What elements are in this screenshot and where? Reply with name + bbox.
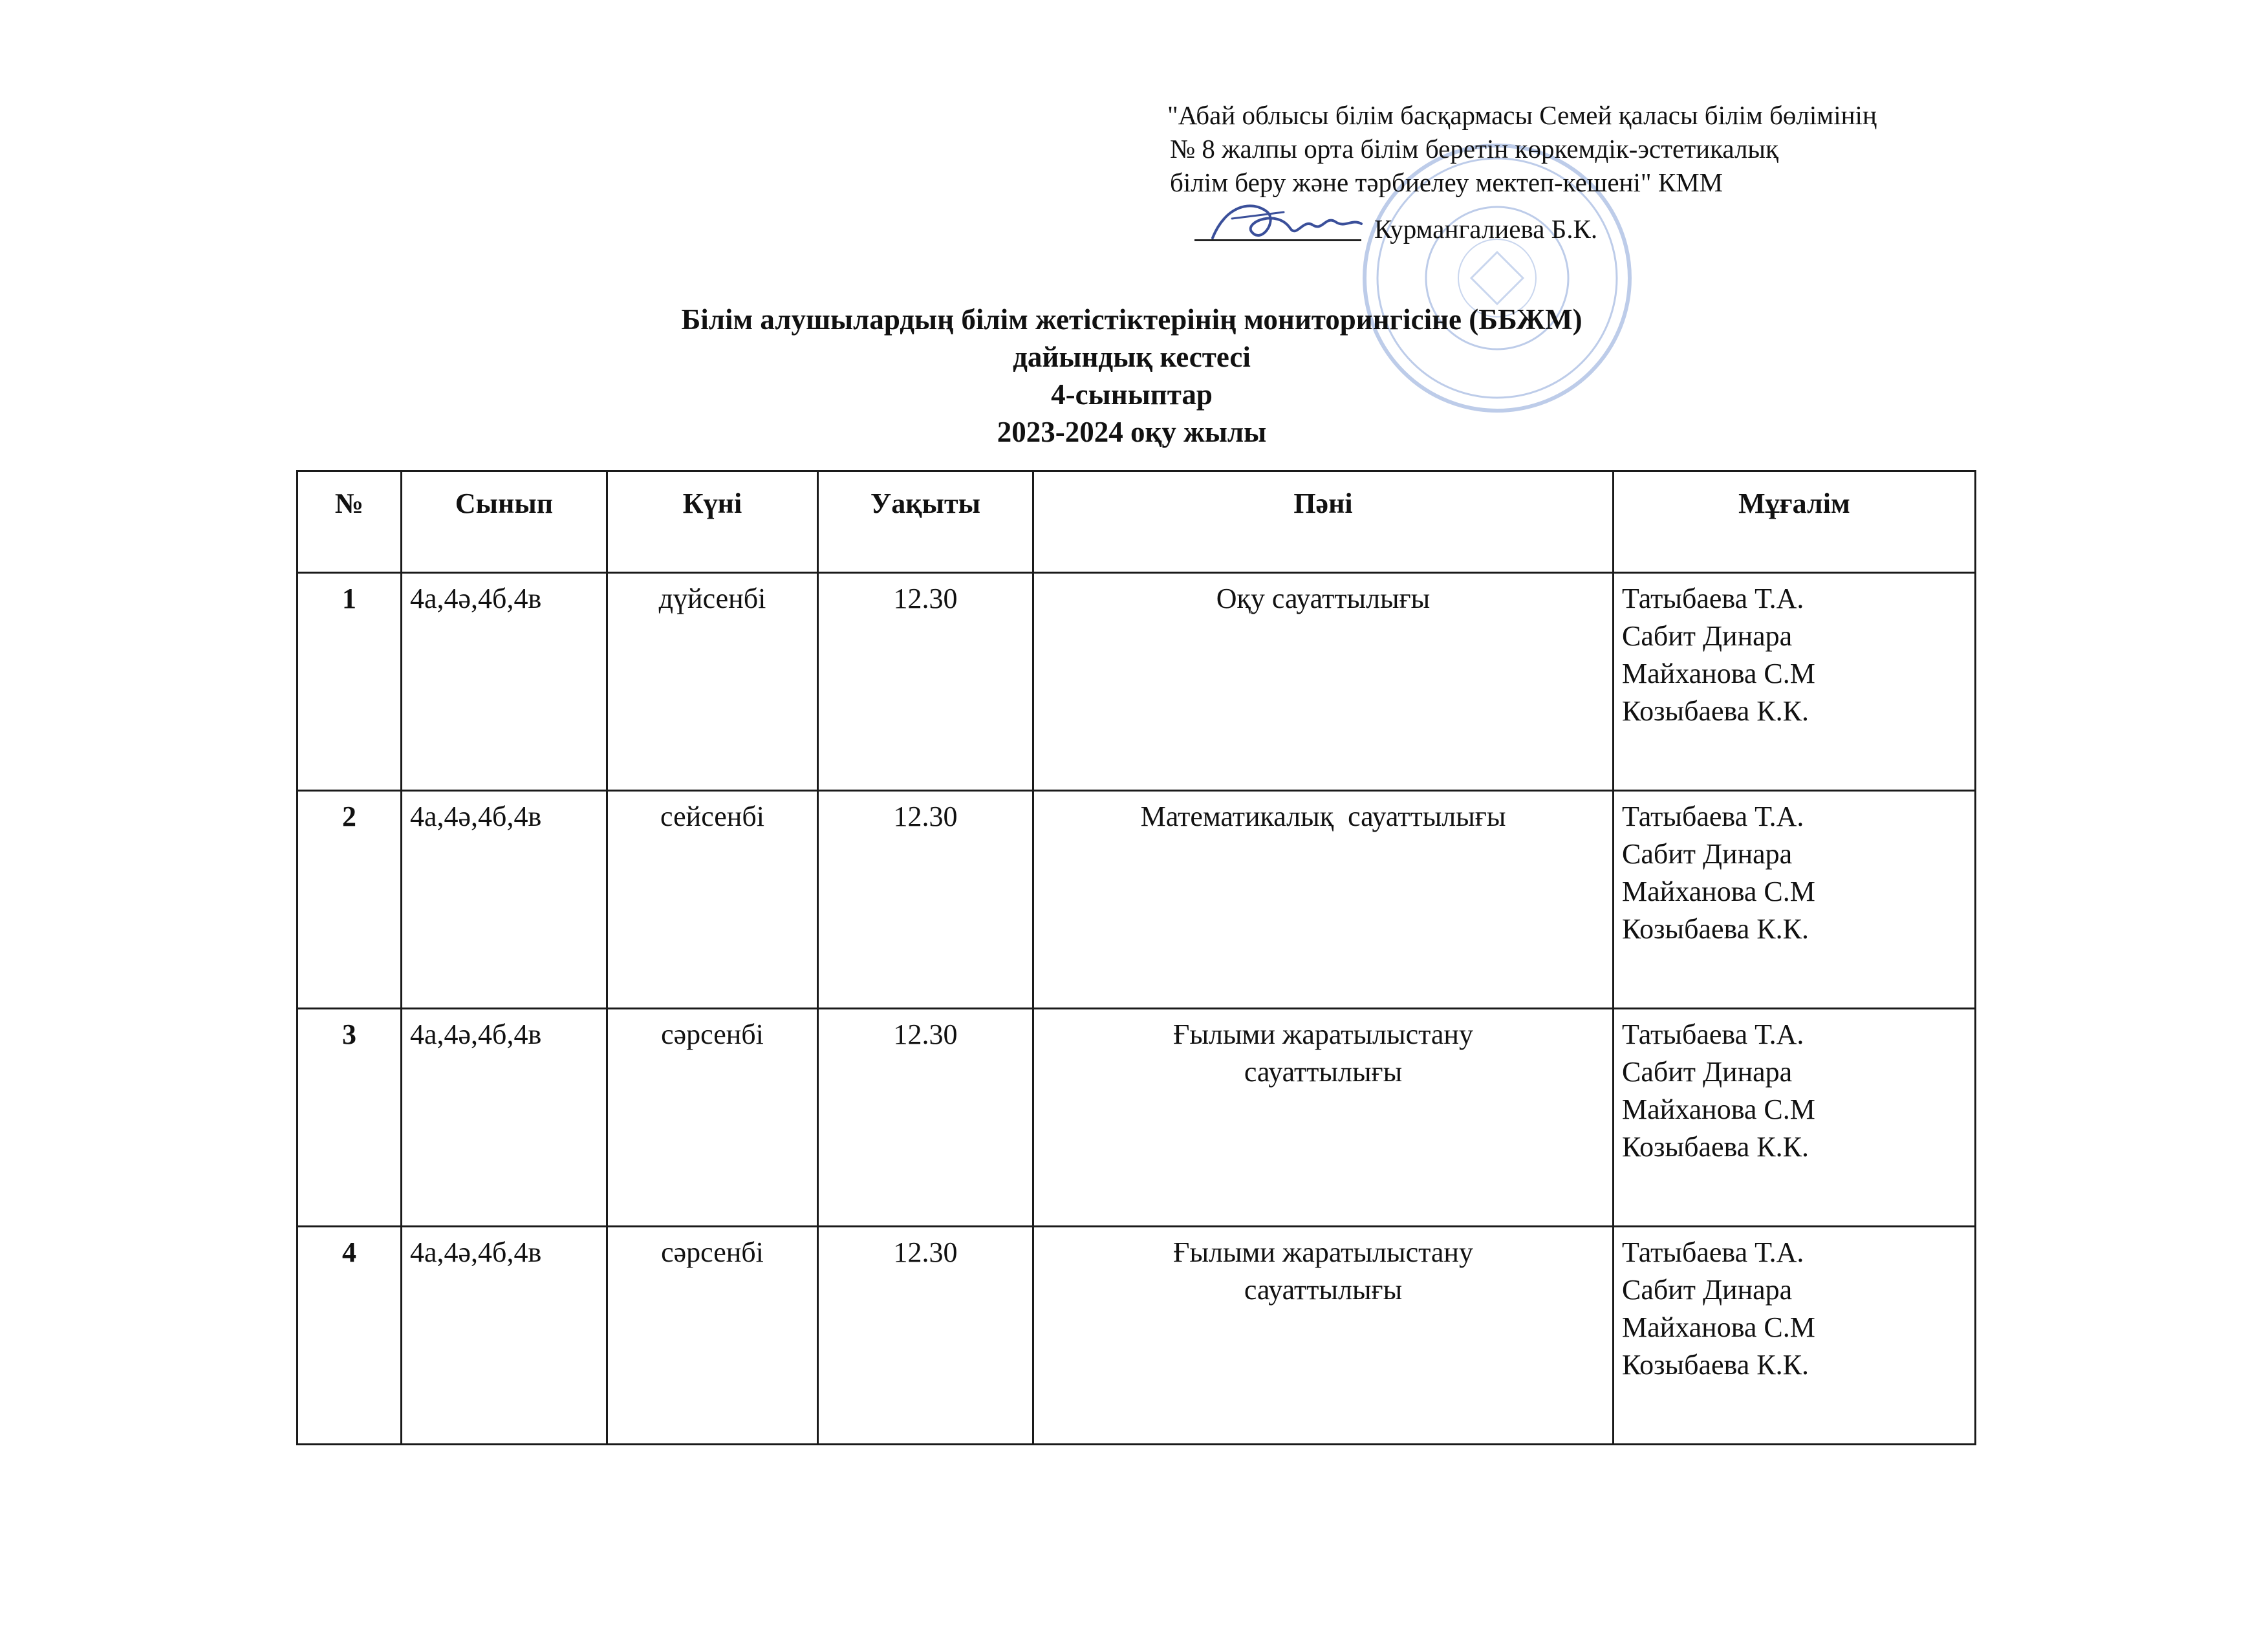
approval-line-2: № 8 жалпы орта білім беретін көркемдік-эстетикалық [1170, 134, 1778, 164]
title-line-3: 4-сыныптар [1051, 378, 1213, 411]
row-number: 3 [297, 1009, 402, 1227]
teacher-name: Майханова С.М [1622, 1094, 1815, 1125]
row-class: 4а,4ә,4б,4в [402, 1227, 607, 1445]
row-time: 12.30 [818, 791, 1033, 1009]
table-row [297, 791, 1976, 1009]
row-class: 4а,4ә,4б,4в [402, 573, 607, 791]
approval-block [1167, 98, 2137, 251]
row-time: 12.30 [818, 573, 1033, 791]
teacher-name: Татыбаева Т.А. [1622, 801, 1804, 832]
teacher-name: Майханова С.М [1622, 658, 1815, 689]
row-class: 4а,4ә,4б,4в [402, 791, 607, 1009]
teacher-name: Сабит Динара [1622, 620, 1793, 652]
teacher-name: Козыбаева К.К. [1622, 1131, 1809, 1163]
teacher-name: Сабит Динара [1622, 1274, 1793, 1306]
teacher-name: Сабит Динара [1622, 838, 1793, 870]
table-header-row [297, 471, 1976, 573]
row-number: 4 [297, 1227, 402, 1445]
table-row [297, 573, 1976, 791]
teacher-name: Татыбаева Т.А. [1622, 1018, 1804, 1050]
row-teachers [1614, 791, 1976, 1009]
row-time: 12.30 [818, 1009, 1033, 1227]
teacher-name: Козыбаева К.К. [1622, 913, 1809, 945]
teacher-name: Татыбаева Т.А. [1622, 1236, 1804, 1268]
row-teachers [1614, 1009, 1976, 1227]
header-day: Күні [607, 471, 818, 573]
row-subject: Математикалық сауаттылығы [1033, 791, 1614, 1009]
row-day: сәрсенбі [607, 1227, 818, 1445]
table-row [297, 1227, 1976, 1445]
row-number: 2 [297, 791, 402, 1009]
header-class: Сынып [402, 471, 607, 573]
signer-name: Курмангалиева Б.К. [1374, 214, 1598, 244]
document-title [388, 301, 1875, 451]
row-subject: Ғылыми жаратылыстану сауаттылығы [1033, 1227, 1614, 1445]
title-line-2: дайындық кестесі [1013, 341, 1251, 373]
header-subject: Пәні [1033, 471, 1614, 573]
schedule-table [296, 470, 1976, 1445]
teacher-name: Татыбаева Т.А. [1622, 583, 1804, 614]
row-teachers [1614, 573, 1976, 791]
teacher-name: Козыбаева К.К. [1622, 1349, 1809, 1381]
header-time: Уақыты [818, 471, 1033, 573]
row-day: сейсенбі [607, 791, 818, 1009]
row-teachers [1614, 1227, 1976, 1445]
row-class: 4а,4ә,4б,4в [402, 1009, 607, 1227]
teacher-name: Майханова С.М [1622, 876, 1815, 907]
row-time: 12.30 [818, 1227, 1033, 1445]
header-number: № [297, 471, 402, 573]
row-day: дүйсенбі [607, 573, 818, 791]
row-subject: Оқу сауаттылығы [1033, 573, 1614, 791]
signature-image [1206, 193, 1368, 264]
row-number: 1 [297, 573, 402, 791]
signature-row [1167, 206, 2137, 251]
teacher-name: Сабит Динара [1622, 1056, 1793, 1088]
header-teacher: Мұғалім [1614, 471, 1976, 573]
approval-line-1: "Абай облысы білім басқармасы Семей қаласы білім бөлімінің [1167, 100, 1877, 130]
title-line-4: 2023-2024 оқу жылы [997, 416, 1267, 448]
approval-line-3: білім беру және тәрбиелеу мектеп-кешені" КММ [1170, 167, 1723, 197]
teacher-name: Козыбаева К.К. [1622, 695, 1809, 727]
table-row [297, 1009, 1976, 1227]
row-subject: Ғылыми жаратылыстану сауаттылығы [1033, 1009, 1614, 1227]
teacher-name: Майханова С.М [1622, 1311, 1815, 1343]
title-line-1: Білім алушылардың білім жетістіктерінің мониторингісіне (ББЖМ) [681, 303, 1582, 336]
row-day: сәрсенбі [607, 1009, 818, 1227]
